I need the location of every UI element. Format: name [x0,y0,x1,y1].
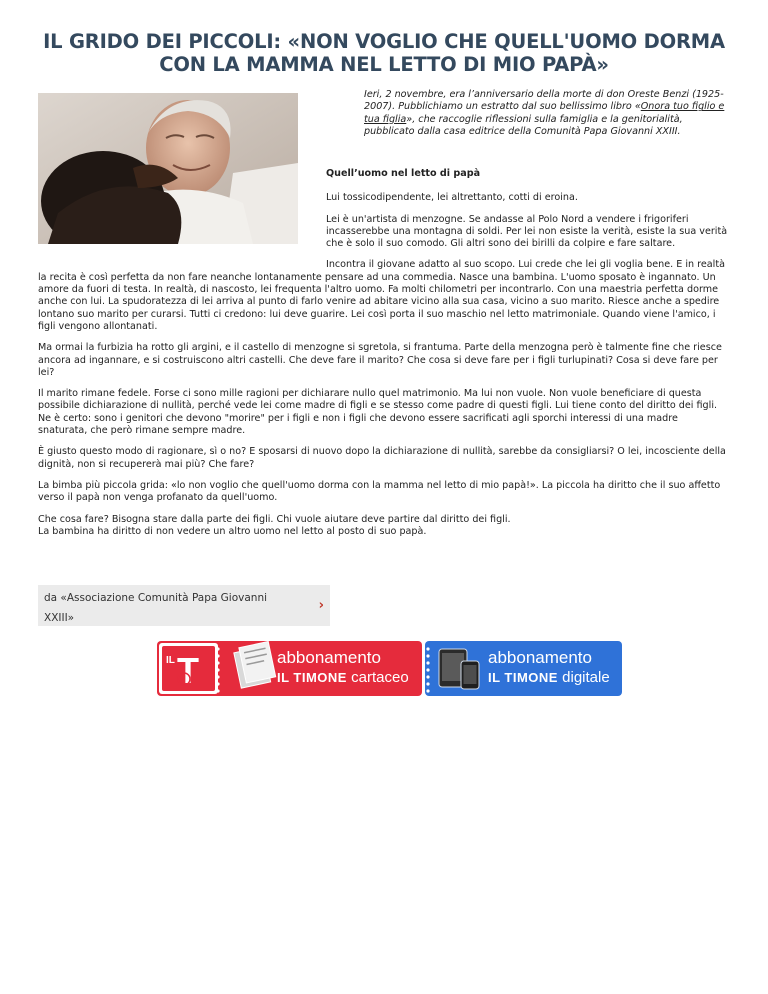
svg-text:IL: IL [166,655,175,666]
article-paragraph: Lei è un'artista di menzogne. Se andasse al Polo Nord a vendere i frigoriferi incasserebbe una montagna di soldi. Per lei non esiste la verità, esiste la sua verità che è solo il suo comodo. Gli altri sono dei birilli da colpire e fare saltare. [326,213,728,250]
article-paragraph: Che cosa fare? Bisogna stare dalla parte dei figli. Chi vuole aiutare deve partire dal diritto dei figli. [38,513,511,525]
intro-paragraph [364,89,734,138]
source-link-box[interactable] [38,585,330,626]
article-title: IL GRIDO DEI PICCOLI: «NON VOGLIO CHE QUELL'UOMO DORMA CON LA MAMMA NEL LETTO DI MIO PAPÀ» [43,30,725,76]
article-body [38,168,728,547]
digital-banner-type: digitale [562,669,610,686]
chevron-right-icon: › [318,598,324,613]
intro-text-after: », che raccoglie riflessioni sulla famiglia e la genitorialità, pubblicato dalla casa editrice della Comunità Papa Giovanni XXIII. [364,113,683,137]
digital-subscription-banner[interactable] [425,641,622,696]
print-banner-line2 [277,669,409,687]
print-banner-brand: IL TIMONE [277,670,347,685]
article-subheading: Quell’uomo nel letto di papà [326,168,481,179]
article-paragraph: La bimba più piccola grida: «lo non voglio che quell'uomo dorma con la mamma nel letto di mio papà!». La piccola ha diritto che il suo affetto verso il papà non venga profanato da quell'uomo. [38,479,721,504]
digital-banner-line1: abbonamento [488,648,592,667]
print-subscription-banner[interactable] [157,641,422,696]
print-banner-type: cartaceo [351,669,409,686]
intro-text-before: Ieri, 2 novembre, era l’anniversario della morte di don Oreste Benzi (1925-2007). Pubblichiamo un estratto dal suo bellissimo libro « [364,89,724,113]
svg-text:T: T [177,650,199,691]
article-paragraph: È giusto questo modo di ragionare, sì o no? E sposarsi di nuovo dopo la dichiarazione di nullità, sarebbe da consigliarsi? O lei, incosciente della dignità, non si recupererà mai più? Che fare? [38,446,726,470]
article-paragraph: Lui tossicodipendente, lei altrettanto, cotti di eroina. [326,192,578,204]
source-label: da «Associazione Comunità Papa Giovanni XXIII» [44,592,268,624]
article-paragraph: Ma ormai la furbizia ha rotto gli argini, e il castello di menzogne si sgretola, si frantuma. Parte della menzogna però è talmente fine che riesce ancora ad ingannare, e si costruiscono altri castelli. Che deve fare il marito? Che cosa si deve fare per i figli turlupinati? Cosa si deve fare per lei? [38,342,722,378]
print-banner-line1: abbonamento [277,648,381,667]
article-paragraph: Incontra il giovane adatto al suo scopo. Lui crede che lei gli voglia bene. E in realtà la recita è così perfetta da non fare neanche lontanamente pensare ad una commedia. Nasce una bambina. L'uomo sposato è ingannato. Un amore da fuori di testa. In realtà, di nascosto, lei frequenta l'altro uomo. Fa molti chilometri per incontrarlo. Con una maestria perfetta dorme anche con lui. La spudoratezza di lei arriva al punto di farlo venire ad abitare vicino alla sua casa, vicino a suo marito. Riesce anche a spedire lontano suo marito per curarsi. Tutti ci credono: lui deve guarire. Lei così porta il suo maschio nel letto matrimoniale. Quando viene l'amico, i figli vengono allontanati. [38,259,725,332]
digital-banner-line2 [488,669,610,687]
image-float-spacer [0,168,326,268]
book-link[interactable]: Onora tuo figlio e tua figlia [364,101,725,125]
article-paragraph: Il marito rimane fedele. Forse ci sono mille ragioni per dichiarare nullo quel matrimonio. Ma lui non vuole. Non vuole beneficiare di questa possibile dichiarazione di nullità, perché vede lei come madre di figli e se stesso come padre di questi figli. Lui tiene conto del diritto dei figli. Ne è certo: sono i genitori che devono "morire" per i figli e non i figli che devono essere sacrificati agli sporchi interessi di una madre snaturata, che però rimane sempre madre. [38,388,718,437]
digital-banner-brand: IL TIMONE [488,670,558,685]
article-paragraph: La bambina ha diritto di non vedere un altro uomo nel letto al posto di suo papà. [38,525,427,537]
